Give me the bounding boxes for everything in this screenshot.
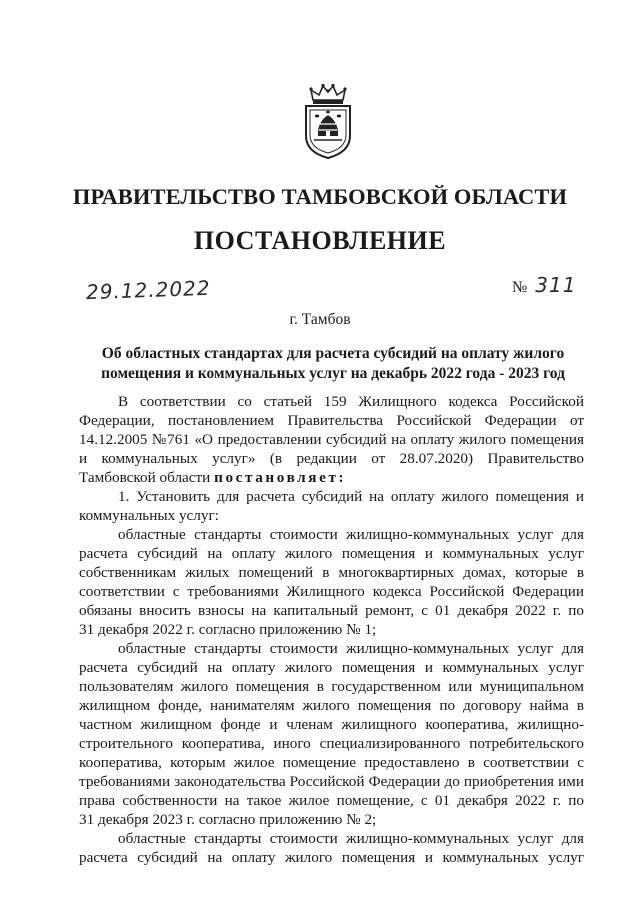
document-type-heading: ПОСТАНОВЛЕНИЕ (193, 226, 447, 255)
resolves-word: постановляет: (214, 469, 347, 486)
city-line: г. Тамбов (289, 311, 351, 328)
document-subject (98, 344, 568, 384)
body-line: жилищном фонде, нанимателям жилого помещения по договору найма в (79, 697, 584, 714)
body-line: расчета субсидий на оплату жилого помещения и коммунальных услуг (79, 545, 584, 562)
subject-line: Об областных стандартах для расчета субсидий на оплату жилого (101, 345, 565, 362)
document-number (512, 273, 576, 297)
body-line: кооператива, которым жилое помещение предоставлено в соответствии с (79, 754, 584, 771)
body-line: 31 декабря 2023 г. согласно приложению № 2; (79, 811, 377, 828)
body-line: требованиями законодательства Российской Федерации до приобретения ими (79, 773, 584, 790)
body-line: соответствии с требованиями Жилищного кодекса Российской Федерации (79, 583, 584, 600)
document-date: 29.12.2022 (85, 275, 211, 305)
body-line: права собственности на такое жилое помещение, с 01 декабря 2022 г. по (79, 792, 584, 809)
tambov-coat-of-arms-icon (297, 82, 359, 160)
organization-title: ПРАВИТЕЛЬСТВО ТАМБОВСКОЙ ОБЛАСТИ (72, 184, 568, 209)
body-line: областные стандарты стоимости жилищно-коммунальных услуг для (118, 830, 584, 847)
body-line: собственникам жилых помещений в многоквартирных домах, которые в (79, 564, 584, 581)
body-line: расчета субсидий на оплату жилого помещения и коммунальных услуг (79, 849, 584, 866)
body-line: коммунальных услуг: (79, 507, 219, 524)
body-line: 14.12.2005 №761 «О предоставлении субсидий на оплату жилого помещения (79, 431, 584, 448)
body-line: частном жилищном фонде и членам жилищного кооператива, жилищно- (79, 716, 584, 733)
body-line: Федерации, постановлением Правительства Российской Федерации от (79, 412, 584, 429)
body-line: 31 декабря 2022 г. согласно приложению № 1; (79, 621, 377, 638)
body-line: областные стандарты стоимости жилищно-коммунальных услуг для (118, 640, 584, 657)
body-line: областные стандарты стоимости жилищно-коммунальных услуг для (118, 526, 584, 543)
body-line: расчета субсидий на оплату жилого помещения и коммунальных услуг (79, 659, 584, 676)
body-text: Тамбовской области (79, 469, 211, 486)
number-value: 311 (535, 273, 577, 297)
body-line: В соответствии со статьей 159 Жилищного кодекса Российской (118, 393, 584, 410)
body-line: строительного кооператива, иного специализированного потребительского (79, 735, 584, 752)
body-line: 1. Установить для расчета субсидий на оплату жилого помещения и (118, 488, 584, 505)
subject-line: помещения и коммунальных услуг на декабрь 2022 года - 2023 год (101, 365, 565, 382)
body-line: пользователям жилого помещения в государственном или муниципальном (79, 678, 584, 695)
number-sign: № (512, 279, 528, 296)
body-line: и коммунальных услуг» (в редакции от 28.07.2020) Правительство (79, 450, 584, 467)
body-line (79, 469, 584, 487)
body-line: обязаны вносить взносы на капитальный ремонт, с 01 декабря 2022 г. по (79, 602, 584, 619)
